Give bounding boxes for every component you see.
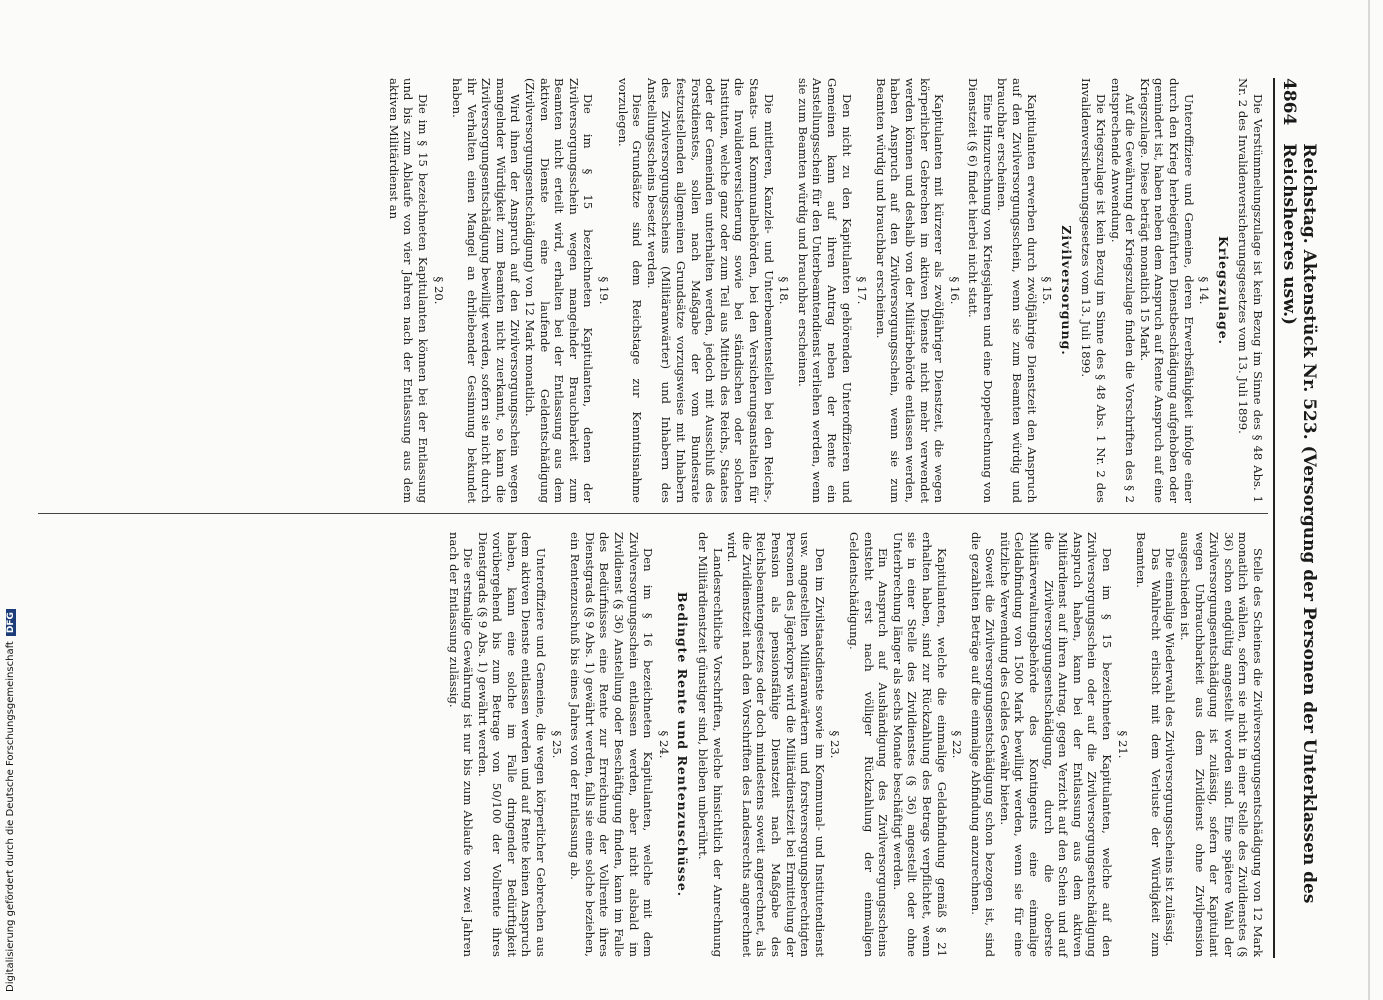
- paragraph: Landesrechtliche Vorschriften, welche hinsichtlich der Anrechnung der Militärdienstzeit günstiger sind, bleiben unberührt.: [696, 532, 725, 957]
- paragraph-number: § 21.: [1115, 730, 1130, 759]
- paragraph-number: § 16.: [947, 276, 962, 305]
- paragraph-number: § 25.: [549, 730, 564, 759]
- page-title: Reichstag. Aktenstück Nr. 523. (Versorgung der Personen der Unterklassen des Reichsheeres usw.): [1279, 143, 1319, 904]
- right-column: [446, 532, 1265, 957]
- section-heading: Bedingte Rente und Rentenzuschüsse.: [675, 591, 691, 898]
- paragraph: Stelle des Scheines die Zivilversorgungsentschädigung von 12 Mark monatlich wählen, sofern sie nicht in einer Stelle des Zivildienstes (§ 36) schon endgültig angestellt worden sind. Eine spätere Wahl der Zivilversorgungsentschädigung ist zulässig, sofern der Kapitulant wegen Unbrauchbarkeit aus dem Zivildienst ohne Zivilpension ausgeschieden ist.: [1178, 532, 1265, 957]
- paragraph: Die erstmalige Gewährung ist nur bis zum Ablaufe von zwei Jahren nach der Entlassung zulässig.: [446, 532, 476, 957]
- digitization-credit: [5, 612, 19, 992]
- paragraph: Die im § 15 bezeichneten Kapitulanten können bei der Entlassung und bis zum Ablaufe von vier Jahren nach der Entlassung aus dem aktiven Militärdienst an: [386, 78, 430, 503]
- paragraph: Den im Zivilstaatsdienste sowie im Kommunal- und Institutendienst usw. angestellten Militäranwärtern und forstversorgungsberechtigten Personen des Jägerkorps wird die Militärdienstzeit bei Ermittelung der Pension als pensionsfähige Dienstzeit nach Maßgabe des Reichsbeamtengesetzes oder doch mindestens soweit angerechnet, als die Zivildienstzeit nach den Vorschriften des Landesrechts angerechnet wird.: [725, 532, 827, 957]
- section-heading: Zivilversorgung.: [1058, 225, 1074, 356]
- paragraph-number: § 15.: [1040, 276, 1055, 305]
- paragraph: Soweit die Zivilversorgungsentschädigung schon bezogen ist, sind die gezahlten Beträge auf die einmalige Abfindung anzurechnen.: [968, 532, 998, 957]
- paragraph-number: § 19.: [597, 276, 612, 305]
- paragraph-number: § 18.: [777, 276, 792, 305]
- dfg-logo: DFG: [6, 609, 16, 636]
- paragraph: Unteroffiziere und Gemeine, deren Erwerbsfähigkeit infolge einer durch den Krieg herbeigeführten Dienstbeschädigung aufgehoben oder gemindert ist, haben neben dem Anspruch auf Rente Anspruch auf eine Kriegszulage. Diese beträgt monatlich 15 Mark.: [1137, 78, 1196, 503]
- paragraph: Diese Grundsätze sind dem Reichstage zur Kenntnisnahme vorzulegen.: [615, 78, 645, 503]
- paragraph-number: § 22.: [950, 730, 965, 759]
- left-column: [386, 78, 1265, 503]
- paragraph: Den im § 15 bezeichneten Kapitulanten, welche auf den Zivilversorgungsschein oder auf die Zivilversorgungsentschädigung Anspruch haben, kann bei der Entlassung aus dem aktiven Militärdienst auf ihren Antrag, gegen Verzicht auf den Schein und auf die Zivilversorgungsentschädigung, durch die oberste Militärverwaltungsbehörde des Kontingents eine einmalige Geldabfindung von 1500 Mark bewilligt werden, wenn sie für eine nützliche Verwendung des Geldes Gewähr bieten.: [997, 532, 1115, 957]
- section-heading: Kriegszulage.: [1215, 235, 1231, 345]
- paragraph: Ein Anspruch auf Aushändigung des Zivilversorgungsscheins entsteht erst nach völliger Rückzahlung der einmaligen Geldentschädigung.: [846, 532, 891, 957]
- paragraph: Unteroffiziere und Gemeine, die wegen körperlicher Gebrechen aus dem aktiven Dienste entlassen werden und auf Rente keinen Anspruch haben, kann eine solche im Falle dringender Bedürftigkeit vorübergehend bis zum Betrage von 50/100 der Vollrente ihres Dienstgrads (§ 9 Abs. 1) gewährt werden.: [475, 532, 549, 957]
- paragraph: Eine Hinzurechnung von Kriegsjahren und eine Doppelrechnung von Dienstzeit (§ 6) findet hierbei nicht statt.: [966, 78, 995, 503]
- page-number: 4864: [1279, 78, 1299, 126]
- paragraph: Kapitulanten mit kürzerer als zwölfjähriger Dienstzeit, die wegen körperlicher Gebrechen im aktiven Dienste nicht mehr verwendet werden können und deshalb von der Militärbehörde entlassen werden, haben Anspruch auf den Zivilversorgungsschein, wenn sie zum Beamten würdig und brauchbar erscheinen.: [873, 78, 947, 503]
- column-divider: [38, 513, 1268, 514]
- paragraph: Den nicht zu den Kapitulanten gehörenden Unteroffizieren und Gemeinen kann auf ihren Antrag neben der Rente ein Anstellungsschein für den Unterbeamtendienst verliehen werden, wenn sie zum Beamten würdig und brauchbar erscheinen.: [795, 78, 854, 503]
- paragraph: Die einmalige Wiederwahl des Zivilversorgungsscheins ist zulässig.: [1163, 548, 1178, 946]
- paragraph: Die Verstümmelungszulage ist kein Bezug im Sinne des § 48 Abs. 1 Nr. 2 des Invalidenversicherungsgesetzes vom 13. Juli 1899.: [1236, 78, 1265, 503]
- paragraph: Wird ihnen der Anspruch auf den Zivilversorgungsschein wegen mangelnder Würdigkeit zum Beamten nicht zuerkannt, so kann die Zivilversorgungsentschädigung bewilligt werden, sofern sie nicht durch ihr Verhalten einen Mangel an ehrliebender Gesinnung bekundet haben.: [450, 78, 523, 503]
- paragraph-number: § 23.: [828, 730, 843, 759]
- paragraph-number: § 24.: [656, 730, 671, 759]
- credit-text: Digitalisierung gefördert durch die Deutsche Forschungsgemeinschaft: [5, 641, 16, 992]
- paragraph: Den im § 16 bezeichneten Kapitulanten, welche mit dem Zivilversorgungsschein entlassen werden, aber nicht alsbald im Zivildienst (§ 36) Anstellung oder Beschäftigung finden, kann im Falle des Bedürfnisses eine Rente zur Erreichung der Vollrente ihres Dienstgrads (§ 9 Abs. 1) gewährt werden, falls sie eine solche beziehen, ein Rentenzuschuß bis eines Jahres von der Entlassung ab.: [568, 532, 656, 957]
- paragraph-number: § 20.: [431, 276, 446, 305]
- paragraph: Kapitulanten erwerben durch zwölfjährige Dienstzeit den Anspruch auf den Zivilversorgungsschein, wenn sie zum Beamten würdig und brauchbar erscheinen.: [995, 78, 1039, 503]
- paragraph-number: § 17.: [855, 276, 870, 305]
- paragraph-number: § 14.: [1197, 276, 1212, 305]
- paragraph: Die im § 15 bezeichneten Kapitulanten, denen der Zivilversorgungsschein wegen mangelnder Brauchbarkeit zum Beamten nicht erteilt wird, erhalten bei der Entlassung aus dem aktiven Dienste eine laufende Geldentschädigung (Zivilversorgungsentschädigung) von 12 Mark monatlich.: [523, 78, 596, 503]
- paragraph: Die mittleren, Kanzlei- und Unterbeamtenstellen bei den Reichs-, Staats- und Kommunalbehörden, bei den Versicherungsanstalten für die Invalidenversicherung sowie bei ständischen oder solchen Instituten, welche ganz oder zum Teil aus Mitteln des Reichs, Staates oder der Gemeinden unterhalten werden, jedoch mit Ausschluß des Forstdienstes, sollen nach Maßgabe der vom Bundesrate festzustellenden allgemeinen Grundsätze vorzugsweise mit Inhabern des Zivilversorgungsscheins (Militäranwärter) und Inhabern des Anstellungsscheins besetzt werden.: [644, 78, 776, 503]
- paragraph: Das Wahlrecht erlischt mit dem Verluste der Würdigkeit zum Beamten.: [1134, 532, 1163, 957]
- paragraph: Auf die Gewährung der Kriegszulage finden die Vorschriften des § 2 entsprechende Anwendung.: [1108, 78, 1138, 503]
- paragraph: Kapitulanten, welche die einmalige Geldabfindung gemäß § 21 erhalten haben, sind zur Rückzahlung des Betrags verpflichtet, wenn sie in einer Stelle des Zivildienstes (§ 36) angestellt oder ohne Unterbrechung länger als sechs Monate beschäftigt werden.: [890, 532, 949, 957]
- paragraph: Die Kriegszulage ist kein Bezug im Sinne des § 48 Abs. 1 Nr. 2 des Invalidenversicherungsgesetzes vom 13. Juli 1899.: [1079, 78, 1109, 503]
- page-header: [1273, 78, 1319, 958]
